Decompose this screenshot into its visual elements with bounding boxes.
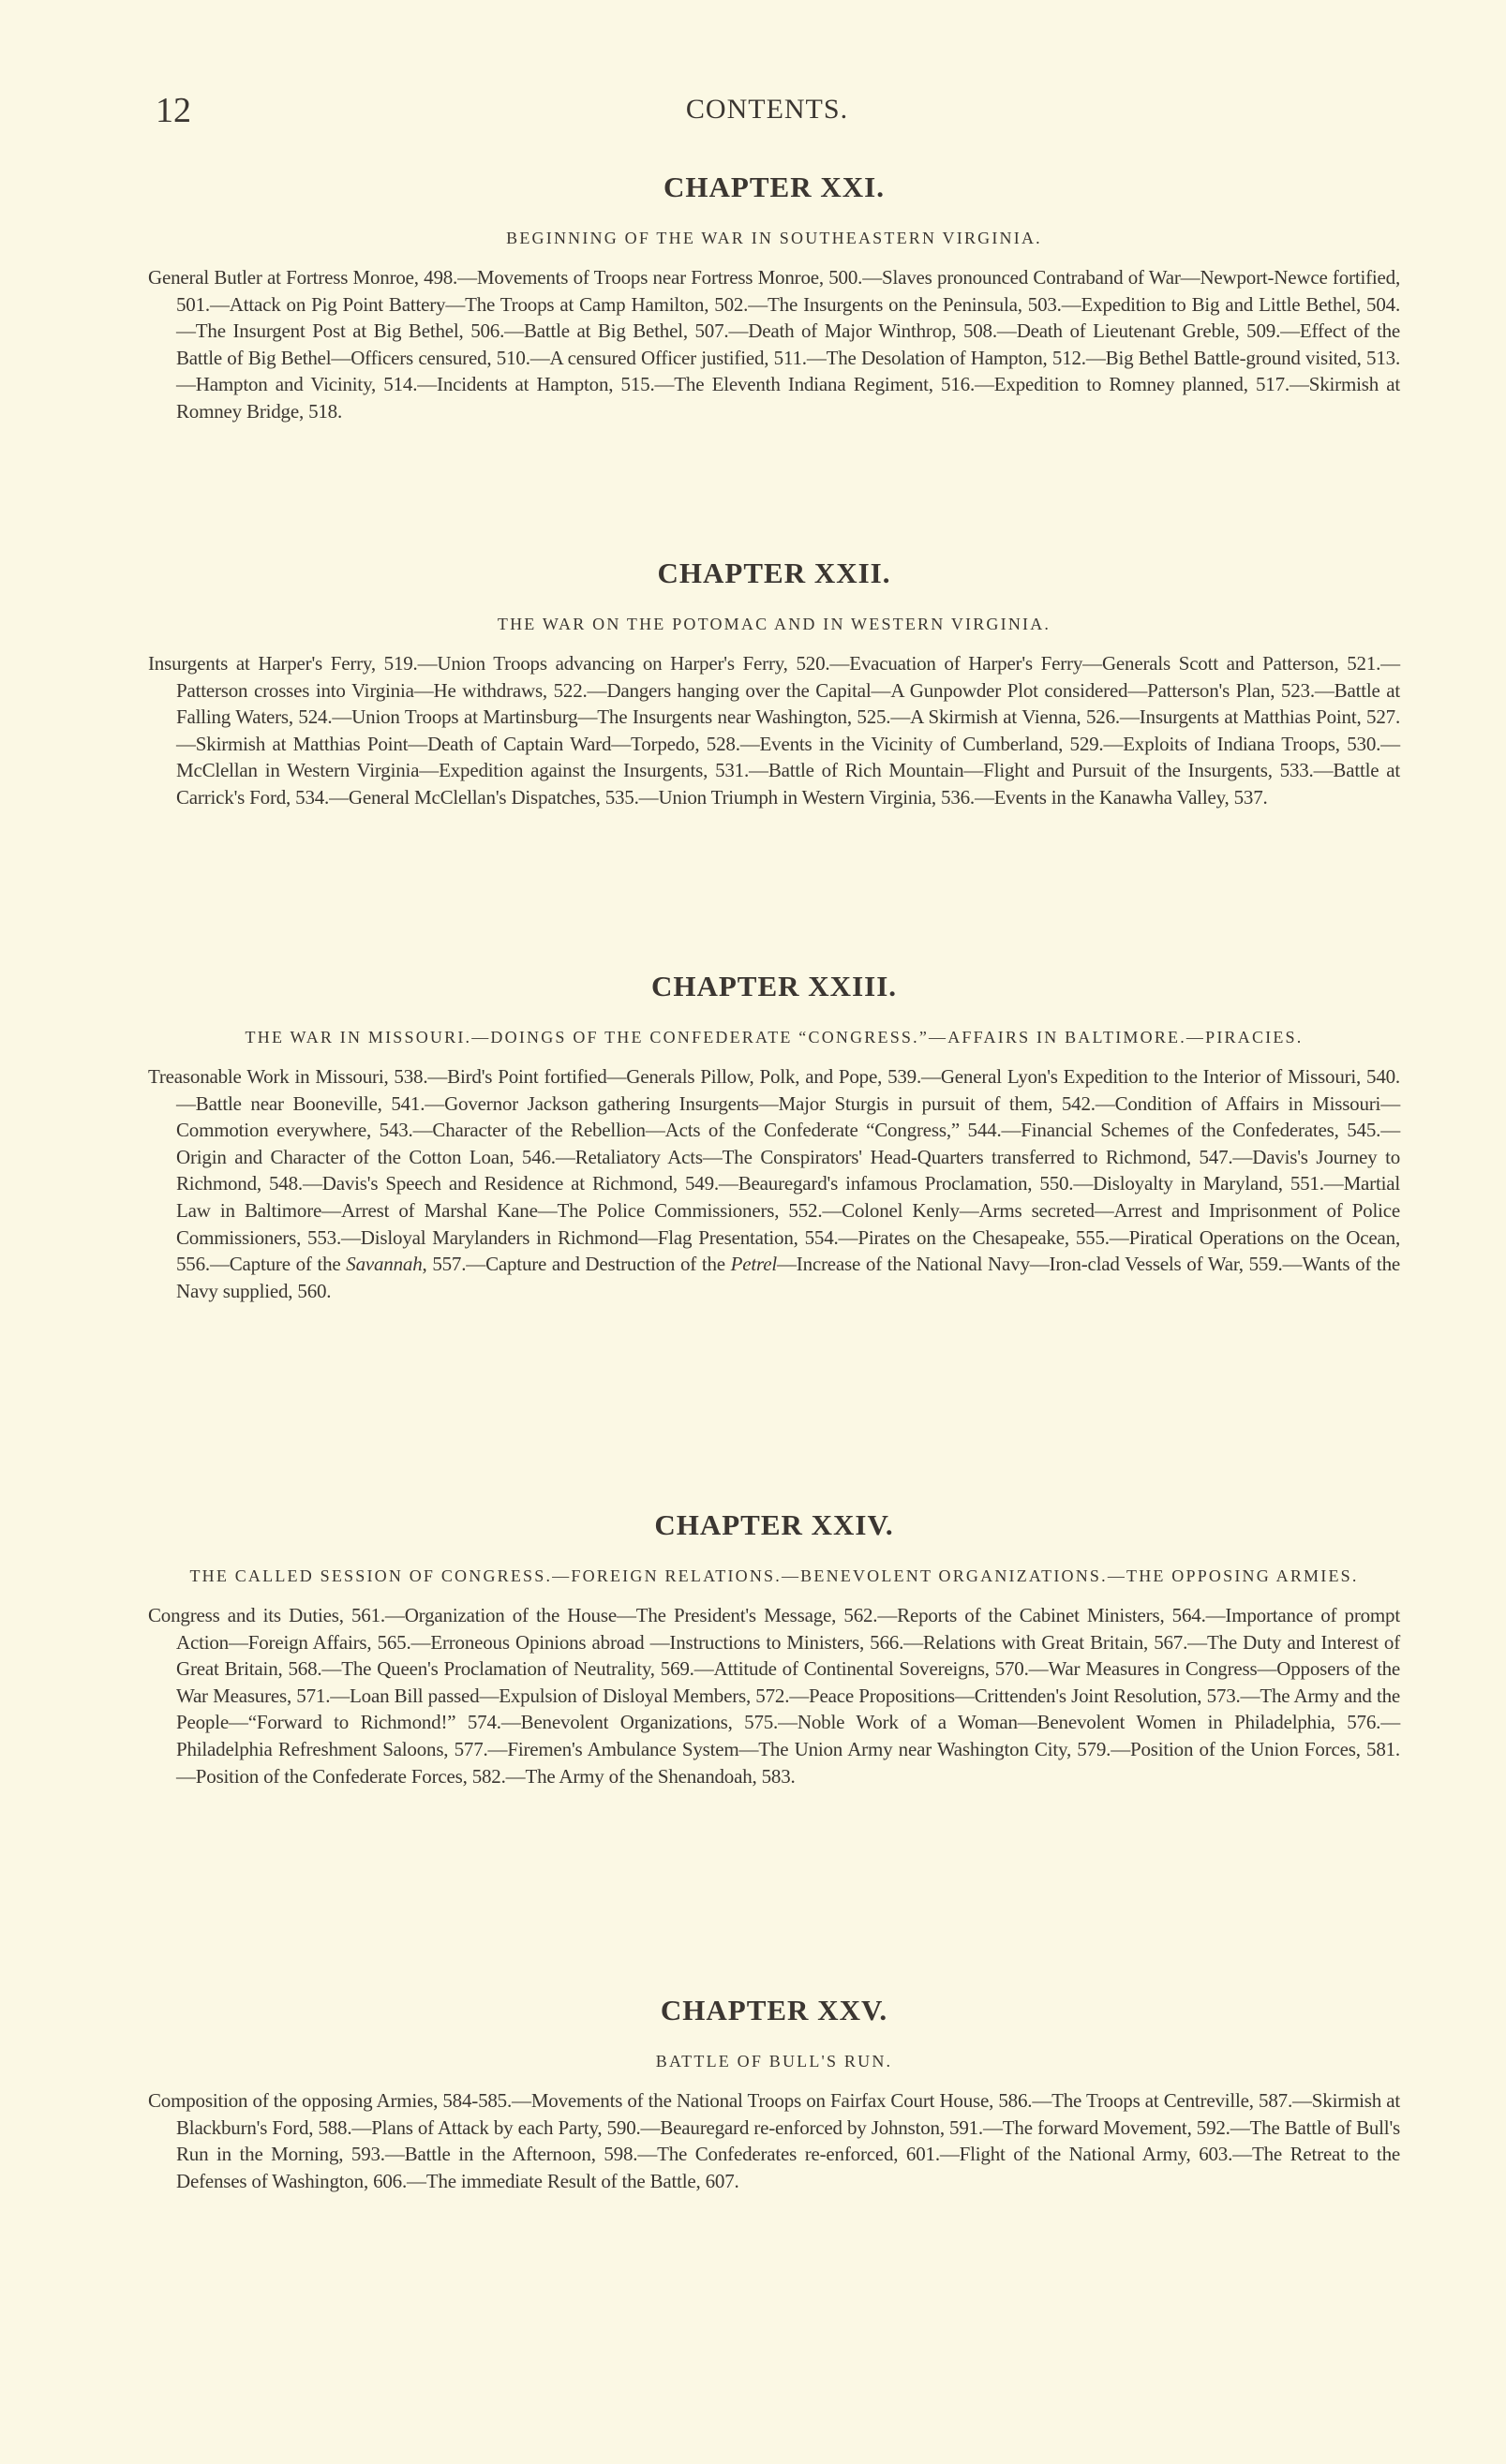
chapter-summary [148,1602,1400,1789]
chapter-title: CHAPTER XXI. [664,171,885,203]
chapter-xxii [148,551,1400,811]
chapter-title: CHAPTER XXIV. [654,1508,894,1541]
summary-text: Insurgents at Harper's Ferry, 519.—Union Troops advancing on Harper's Ferry, 520.—Evacuation of Harper's Ferry—Generals Scott and Patterson, 521.—Patterson crosses into Virginia—He withdraws, 522.—Dangers hanging over the Capital—A Gunpowder Plot considered—Patterson's Plan, 523.—Battle at Falling Waters, 524.—Union Troops at Martinsburg—The Insurgents near Washington, 525.—A Skirmish at Vienna, 526.—Insurgents at Matthias Point, 527.—Skirmish at Matthias Point—Death of Captain Ward—Torpedo, 528.—Events in the Vicinity of Cumberland, 529.—Exploits of Indiana Troops, 530.—McClellan in Western Virginia—Expedition against the Insurgents, 531.—Battle of Rich Mountain—Flight and Pursuit of the Insurgents, 533.—Battle at Carrick's Ford, 534.—General McClellan's Dispatches, 535.—Union Triumph in Western Virginia, 536.—Events in the Kanawha Valley, 537. [148,652,1400,809]
summary-text: Composition of the opposing Armies, 584-585.—Movements of the National Troops on Fairfax Court House, 586.—The Troops at Centreville, 587.—Skirmish at Blackburn's Ford, 588.—Plans of Attack by each Party, 590.—Beauregard re-enforced by Johnston, 591.—The forward Movement, 592.—The Battle of Bull's Run in the Morning, 593.—Battle in the Afternoon, 598.—The Confederates re-enforced, 601.—Flight of the National Army, 603.—The Retreat to the Defenses of Washington, 606.—The immediate Result of the Battle, 607. [148,2089,1400,2192]
summary-text: —Increase of the National Navy—Iron-clad Vessels of War, 559.—Wants of the Navy supplied, 560. [176,1253,1400,1302]
chapter-subtitle: BEGINNING OF THE WAR IN SOUTHEASTERN VIRGINIA. [506,229,1042,247]
chapter-title: CHAPTER XXIII. [650,970,898,1002]
chapter-summary [148,650,1400,811]
ship-name: Savannah [346,1253,423,1276]
running-title: CONTENTS. [685,94,849,125]
page-number: 12 [156,91,191,130]
chapter-title: CHAPTER XXII. [657,557,891,589]
chapter-xxi [148,165,1400,425]
chapter-xxiv [148,1503,1400,1789]
chapter-subtitle: THE WAR ON THE POTOMAC AND IN WESTERN VIRGINIA. [497,615,1051,633]
summary-text: Treasonable Work in Missouri, 538.—Bird's Point fortified—Generals Pillow, Polk, and Pope, 539.—General Lyon's Expedition to the Interior of Missouri, 540.—Battle near Booneville, 541.—Governor Jackson gathering Insurgents—Major Sturgis in pursuit of them, 542.—Condition of Affairs in Missouri—Commotion everywhere, 543.—Character of the Rebellion—Acts of the Confederate “Congress,” 544.—Financial Schemes of the Confederates, 545.—Origin and Character of the Cotton Loan, 546.—Retaliatory Acts—The Conspirators' Head-Quarters transferred to Richmond, 547.—Davis's Journey to Richmond, 548.—Davis's Speech and Residence at Richmond, 549.—Beauregard's infamous Proclamation, 550.—Disloyalty in Maryland, 551.—Martial Law in Baltimore—Arrest of Marshal Kane—The Police Commissioners, 552.—Colonel Kenly—Arms secreted—Arrest and Imprisonment of Police Commissioners, 553.—Disloyal Marylanders in Richmond—Flag Presentation, 554.—Pirates on the Chesapeake, 555.—Piratical Operations on the Ocean, 556.—Capture of the [148,1065,1400,1276]
chapter-subtitle: THE CALLED SESSION OF CONGRESS.—FOREIGN RELATIONS.—BENEVOLENT ORGANIZATIONS.—THE OPPOSING ARMIES. [189,1566,1359,1585]
chapter-xxiii [148,964,1400,1304]
chapter-summary [148,264,1400,425]
chapter-xxv [148,1988,1400,2194]
summary-text: General Butler at Fortress Monroe, 498.—Movements of Troops near Fortress Monroe, 500.—Slaves pronounced Contraband of War—Newport-Newce fortified, 501.—Attack on Pig Point Battery—The Troops at Camp Hamilton, 502.—The Insurgents on the Peninsula, 503.—Expedition to Big and Little Bethel, 504.—The Insurgent Post at Big Bethel, 506.—Battle at Big Bethel, 507.—Death of Major Winthrop, 508.—Death of Lieutenant Greble, 509.—Effect of the Battle of Big Bethel—Officers censured, 510.—A censured Officer justified, 511.—The Desolation of Hampton, 512.—Big Bethel Battle-ground visited, 513.—Hampton and Vicinity, 514.—Incidents at Hampton, 515.—The Eleventh Indiana Regiment, 516.—Expedition to Romney planned, 517.—Skirmish at Romney Bridge, 518. [148,266,1400,423]
chapter-summary [148,2087,1400,2194]
summary-text: Congress and its Duties, 561.—Organization of the House—The President's Message, 562.—Reports of the Cabinet Ministers, 564.—Importance of prompt Action—Foreign Affairs, 565.—Erroneous Opinions abroad —Instructions to Ministers, 566.—Relations with Great Britain, 567.—The Duty and Interest of Great Britain, 568.—The Queen's Proclamation of Neutrality, 569.—Attitude of Continental Sovereigns, 570.—War Measures in Congress—Opposers of the War Measures, 571.—Loan Bill passed—Expulsion of Disloyal Members, 572.—Peace Propositions—Crittenden's Joint Resolution, 573.—The Army and the People—“Forward to Richmond!” 574.—Benevolent Organizations, 575.—Noble Work of a Woman—Benevolent Women in Philadelphia, 576.—Philadelphia Refreshment Saloons, 577.—Firemen's Ambulance System—The Union Army near Washington City, 579.—Position of the Union Forces, 581.—Position of the Confederate Forces, 582.—The Army of the Shenandoah, 583. [148,1604,1400,1788]
chapter-subtitle: THE WAR IN MISSOURI.—DOINGS OF THE CONFEDERATE “CONGRESS.”—AFFAIRS IN BALTIMORE.—PIRACIES. [245,1028,1304,1046]
summary-text: , 557.—Capture and Destruction of the [422,1253,731,1276]
ship-name: Petrel [730,1253,777,1276]
chapter-subtitle: BATTLE OF BULL'S RUN. [655,2052,893,2071]
chapter-title: CHAPTER XXV. [660,1994,888,2026]
chapter-summary [148,1063,1400,1304]
